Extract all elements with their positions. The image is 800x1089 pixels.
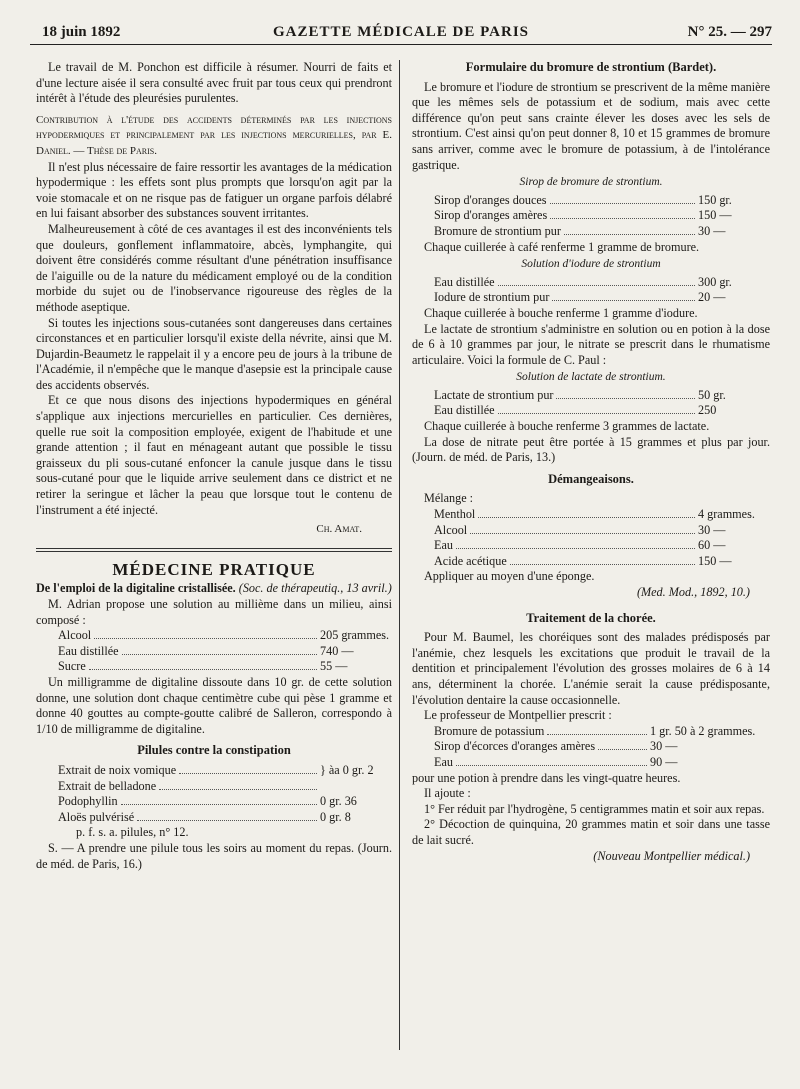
paragraph: Pour M. Baumel, les choréiques sont des malades prédisposés par l'anémie, chez lesquels les excitations que produit le travail de la dentition et principalement l'évolution des grosses molaires de 6 à 14 ans, déterminent la chorée. L'anémie serait la cause prédisposante, l'évolution dentaire la cause occasionnelle. bbox=[412, 630, 770, 707]
recipe-row: Aloës pulvérisé 0 gr. 8 bbox=[58, 809, 351, 824]
recipe-list bbox=[412, 507, 770, 569]
subsection-title: Démangeaisons. bbox=[548, 471, 634, 486]
recipe-row: Eau 90 — bbox=[434, 754, 678, 769]
header-rule bbox=[30, 44, 772, 45]
paragraph: Chaque cuillerée à café renferme 1 gramme de bromure. bbox=[424, 239, 700, 254]
reference: (Nouveau Montpellier médical.) bbox=[593, 848, 750, 863]
recipe-row: Podophyllin 0 gr. 36 bbox=[58, 794, 357, 809]
header-number: N° 25. — 297 bbox=[687, 24, 772, 40]
subsection-title: Pilules contre la constipation bbox=[137, 743, 291, 758]
paragraph: Et ce que nous disons des injections hypodermiques en général s'applique aux injections mercurielles en particulier. Ces dernières, quelle rue soit la composition employée, exigent de l'habitude et une grande attention ; il faut en ménageant autant que possible le tissu graisseux du pli sous-cutané enfoncer la canule jusque dans le tissu sous-cutané pour que le liquide arrive seulement dans ce district et ne retirer la seringue et lâcher la peau que lorsque tout le contenu de l'instrument a été injecté. bbox=[36, 393, 392, 517]
recipe-title: Sirop de bromure de strontium. bbox=[519, 176, 663, 189]
page-header bbox=[30, 22, 772, 44]
recipe-title: Solution d'iodure de strontium bbox=[521, 258, 661, 271]
recipe-row: Eau distillée 740 — bbox=[58, 643, 354, 658]
recipe-row: Iodure de strontium pur 20 — bbox=[434, 290, 726, 305]
paragraph: pour une potion à prendre dans les vingt-quatre heures. bbox=[412, 770, 681, 785]
column-separator bbox=[399, 60, 400, 1050]
paragraph: Un milligramme de digitaline dissoute dans 10 gr. de cette solution donne, une solution dont chaque centimètre cube qui pèse 1 gramme et donne 40 gouttes au compte-goutte calibré de Salleron, correspondo à 1/10 de milligramme de digitaline. bbox=[36, 674, 392, 736]
recipe-row: Eau distillée 300 gr. bbox=[434, 274, 732, 289]
recipe-row: Alcool 205 grammes. bbox=[58, 628, 390, 643]
subsection-title: Traitement de la chorée. bbox=[526, 610, 656, 625]
ponchon-paragraph: Le travail de M. Ponchon est difficile à résumer. Nourri de faits et d'une lecture aisée il sera consulté avec fruit par tous ceux qui prendront intérêt à l'étude des pleurésies purulentes. bbox=[36, 60, 392, 106]
paragraph: Il n'est plus nécessaire de faire ressortir les avantages de la médication hypodermique : les effets sont plus prompts que lorsqu'on agit par la voie stomacale et on ne risque pas de fatiguer un organe parfois délabré en lui faisant absorber des substances souvent irritantes. bbox=[36, 159, 392, 221]
paragraph: Chaque cuillerée à bouche renferme 3 grammes de lactate. bbox=[424, 419, 710, 434]
article-title: De l'emploi de la digitaline cristallisée. bbox=[36, 581, 236, 596]
paragraph: Mélange : bbox=[424, 491, 474, 506]
recipe-row: Extrait de noix vomique } àa 0 gr. 2 bbox=[58, 762, 374, 777]
recipe-row: Bromure de strontium pur 30 — bbox=[434, 223, 726, 238]
recipe-list bbox=[36, 628, 392, 675]
paragraph: Chaque cuillerée à bouche renferme 1 gramme d'iodure. bbox=[424, 305, 698, 320]
recipe-row: Menthol 4 grammes. bbox=[434, 507, 755, 522]
paragraph: Le lactate de strontium s'administre en solution ou en potion à la dose de 6 à 10 grammes par jour, le nitrate se prescrit dans le rhumatisme articulaire. Voici la formule de C. Paul : bbox=[412, 321, 770, 367]
paragraph: 2° Décoction de quinquina, 20 grammes matin et soir dans une tasse de lait sucré. bbox=[412, 817, 770, 847]
paragraph: M. Adrian propose une solution au millième dans un milieu, ainsi composé : bbox=[36, 597, 392, 627]
header-title: GAZETTE MÉDICALE DE PARIS bbox=[272, 24, 529, 40]
paragraph: Malheureusement à côté de ces avantages il est des inconvénients tels que douleurs, gonflement inflammatoire, abcès, lymphangite, qui doivent être considérés comme résultant d'une pénétration insuffisance de l'aiguille ou de la nature du médicament employé ou de la condition morbide du sujet ou de l'inobservance rigoureuse des règles de la méthode aseptique. bbox=[36, 221, 392, 314]
paragraph: La dose de nitrate peut être portée à 15 grammes et plus par jour. (Journ. de méd. de Paris, 13.) bbox=[412, 434, 770, 465]
recipe-list bbox=[412, 724, 770, 771]
recipe-title: Solution de lactate de strontium. bbox=[516, 371, 666, 384]
paragraph: 1° Fer réduit par l'hydrogène, 5 centigrammes matin et soir aux repas. bbox=[424, 801, 765, 816]
paragraph: Le professeur de Montpellier prescrit : bbox=[424, 708, 612, 723]
recipe-row: Sirop d'oranges amères 150 — bbox=[434, 208, 732, 223]
reference: (Med. Mod., 1892, 10.) bbox=[636, 585, 750, 599]
paragraph: p. f. s. a. pilules, n° 12. bbox=[76, 825, 189, 840]
recipe-row: Sirop d'écorces d'oranges amères 30 — bbox=[434, 739, 678, 754]
recipe-row: Acide acétique 150 — bbox=[434, 553, 732, 568]
recipe-row: Lactate de strontium pur 50 gr. bbox=[434, 387, 726, 402]
recipe-row: Bromure de potassium 1 gr. 50 à 2 grammes. bbox=[434, 723, 756, 738]
recipe-list bbox=[36, 763, 392, 825]
paragraph: S. — A prendre une pilule tous les soirs au moment du repas. (Journ. de méd. de Paris, 16.) bbox=[36, 840, 392, 871]
paragraph: Il ajoute : bbox=[424, 786, 471, 801]
section-rule bbox=[36, 548, 392, 552]
contribution-title: Contribution à l'étude des accidents déterminés par les injections hypodermiques et principalement par les injections mercurielles, par E. Daniel. — Thèse de Paris. bbox=[36, 113, 392, 157]
recipe-list bbox=[412, 275, 770, 306]
paragraph: Si toutes les injections sous-cutanées sont dangereuses dans certaines circonstances et en particulier lorsqu'il existe della névrite, ainsi que M. Dujardin-Beaumetz le rappelait il y a encore peu de jours à la tribune de l'Académie, il n'empêche que le manque d'asepsie est la principale cause des accidents observés. bbox=[36, 315, 392, 392]
subsection-title: Formulaire du bromure de strontium (Bardet). bbox=[465, 60, 717, 74]
recipe-row: Alcool 30 — bbox=[434, 522, 726, 537]
recipe-list bbox=[412, 193, 770, 240]
recipe-row: Sirop d'oranges douces 150 gr. bbox=[434, 192, 732, 207]
header-date: 18 juin 1892 bbox=[42, 24, 121, 40]
recipe-list bbox=[412, 388, 770, 419]
recipe-row: Eau 60 — bbox=[434, 538, 726, 553]
recipe-row: Extrait de belladone bbox=[58, 779, 392, 795]
section-title: MÉDECINE PRATIQUE bbox=[112, 559, 316, 579]
paragraph: Le bromure et l'iodure de strontium se prescrivent de la même manière que les mêmes sels de potassium et de sodium, mais avec cette différence qu'on peut sans crainte élever les doses avec les sels de strontium. C'est ainsi qu'on peut donner 8, 10 et 15 grammes de bromure sans arriver, comme avec le bromure de potassium, à de l'intolérance gastrique. bbox=[412, 79, 770, 172]
signature: Ch. Amat. bbox=[316, 523, 362, 536]
right-column bbox=[412, 60, 770, 864]
recipe-row: Sucre 55 — bbox=[58, 659, 348, 674]
paragraph: Appliquer au moyen d'une éponge. bbox=[424, 569, 595, 584]
recipe-row: Eau distillée 250 bbox=[434, 403, 717, 418]
left-column bbox=[36, 60, 392, 872]
article-source: (Soc. de thérapeutiq., 13 avril.) bbox=[238, 581, 392, 596]
